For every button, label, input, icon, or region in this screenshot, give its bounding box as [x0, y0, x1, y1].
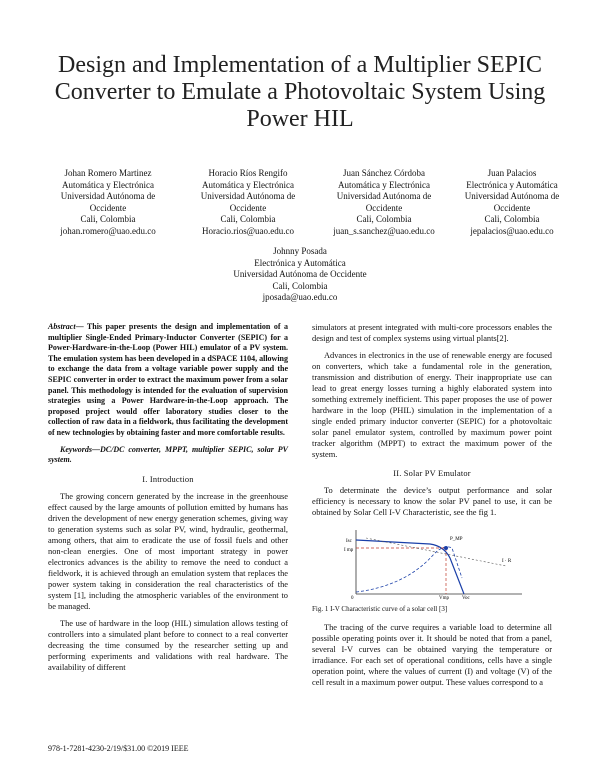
voc-label: Voc — [462, 596, 470, 600]
imp-label: I mp — [344, 548, 354, 553]
title-line-2: Converter to Emulate a Photovoltaic System Using — [54, 79, 546, 105]
paragraph: Advances in electronics in the use of renewable energy are focused on converters, which take a fundamental role in the generation, transmission and distribution of energy. Their inappropriate use can lead to great energy losses turning a highly elaborated system into something extremely inefficient. This paper proposes the use of power hardware in the loop (PHIL) simulation in the implementation of a single ended primary inductor converter (SEPIC) for a photovoltaic solar panel emulator system, controlled by maximum power point tracker algorithm (MPPT) to extract the maximum power of the system. — [312, 351, 552, 459]
author-block — [442, 168, 582, 237]
figure-caption: Fig. 1 I-V Characteristic curve of a solar cell [3] — [312, 605, 448, 613]
pmp-label: P_MP — [450, 537, 463, 542]
abstract — [48, 322, 288, 439]
author-name: Juan Palacios — [487, 168, 537, 178]
author-block — [178, 168, 318, 237]
author-university: Occidente — [229, 202, 267, 213]
author-name: Horacio Ríos Rengifo — [208, 168, 288, 178]
max-power-point — [444, 546, 448, 550]
author-email[interactable]: johan.romero@uao.edu.co — [60, 225, 156, 236]
author-university: Universidad Autónoma de — [200, 191, 296, 201]
isc-label: Isc — [346, 539, 352, 544]
paragraph: simulators at present integrated with multi-core processors enables the design and test of complex systems using virtual plants[2]. — [312, 323, 552, 343]
author-department: Electrónica y Automática — [254, 257, 346, 268]
author-email[interactable]: juan_s.sanchez@uao.edu.co — [333, 225, 435, 236]
author-name: Johan Romero Martinez — [64, 168, 152, 178]
paragraph: To determinate the device’s output performance and solar efficiency is necessary to know the solar PV panel to use, it can be obtained by Solar Cell I-V Characteristic, see the fig 1. — [312, 486, 552, 517]
vmp-label: Vmp — [439, 596, 449, 600]
author-city: Cali, Colombia — [356, 214, 412, 224]
paragraph: The use of hardware in the loop (HIL) simulation allows testing of controllers into a simulated plant before to connect to a real converter decreasing the time consumed by the researcher setting up and performing experiments and validations with real hardware. The availability of different — [48, 618, 288, 672]
paper-title — [40, 52, 560, 133]
origin-label: 0 — [351, 596, 354, 600]
author-university: Universidad Autónoma de Occidente — [233, 269, 367, 279]
paragraph: The tracing of the curve requires a variable load to determine all possible operating points over it. It should be noted that from a panel, several I-V curves can be obtained varying the temperature or irradiance. For each set of operational conditions, cells have a single operation point, where the values of current (I) and voltage (V) of the cell result in a maximum power output. These values correspond to a — [312, 623, 552, 687]
author-name: Juan Sánchez Córdoba — [343, 168, 425, 178]
author-block — [314, 168, 454, 237]
author-email[interactable]: Horacio.rios@uao.edu.co — [201, 225, 294, 236]
keywords-label: Keywords — [60, 444, 92, 454]
author-department: Automática y Electrónica — [62, 179, 154, 190]
iv-characteristic-figure — [326, 528, 526, 600]
author-email[interactable]: jepalacios@uao.edu.co — [470, 225, 554, 236]
keywords — [48, 445, 288, 466]
paragraph: The growing concern generated by the increase in the greenhouse effect caused by the large amounts of pollution emitted by humans has driven the development of new energy generation schemes, giving way to generation systems such as solar PV, wind, hydraulic, geothermal, among others, that aim to eradicate the use of fossil fuels and other non-clean energies. One of most important strategy in power electronics advances is the ability to remove the need to conduct a fieldwork, it is achieved through an emulation system that replaces the power system taking in consideration the real characteristics of the system [1], including the atmospheric variables of the environment to be managed. — [48, 491, 288, 611]
abstract-text: This paper presents the design and implementation of a multiplier Single-Ended Primary-Inductor Converter (SEPIC) for a Power-Hardware-in-the-Loop (Power HIL) emulator of a PV system. The emulation system has been developed in a dSPACE 1104, allowing to exchange the data from a voltage variable power supply and the SEPIC converter in order to extract the maximum power from a solar panel. This methodology is intended for the evaluation of supervision strategies using a Power Hardware-in-the-Loop approach. The proposed project would offer laboratory studies closer to the collection of raw data in a fieldwork, thus facilitating the development of new technologies by obtaining faster and more comfortable results. — [48, 322, 288, 437]
author-university: Occidente — [493, 202, 531, 213]
copyright-footer: 978-1-7281-4230-2/19/$31.00 ©2019 IEEE — [48, 744, 189, 753]
keywords-dash: — — [92, 444, 100, 454]
author-city: Cali, Colombia — [220, 214, 276, 224]
author-block — [38, 168, 178, 237]
section-heading-solar-pv-emulator: II. Solar PV Emulator — [393, 469, 471, 478]
right-column — [312, 322, 552, 694]
author-city: Cali, Colombia — [272, 280, 328, 291]
author-department: Automática y Electrónica — [338, 179, 430, 190]
author-university: Occidente — [89, 202, 127, 213]
author-department: Automática y Electrónica — [202, 179, 294, 190]
section-heading-introduction: I. Introduction — [142, 474, 194, 484]
author-university: Universidad Autónoma de — [464, 191, 560, 201]
abstract-label: Abstract — [48, 322, 76, 331]
author-university: Universidad Autónoma de — [336, 191, 432, 201]
author-university: Occidente — [365, 202, 403, 213]
ir-label: I · R — [502, 559, 512, 564]
title-line-3: Power HIL — [246, 106, 354, 132]
author-block — [200, 246, 400, 304]
author-name: Johnny Posada — [273, 246, 327, 256]
keywords-text: DC/DC converter, MPPT, multiplier SEPIC, solar PV system. — [48, 444, 288, 465]
author-email[interactable]: jposada@uao.edu.co — [262, 292, 338, 302]
author-city: Cali, Colombia — [80, 214, 136, 224]
author-department: Electrónica y Automática — [466, 179, 558, 190]
left-column — [48, 322, 288, 679]
author-city: Cali, Colombia — [484, 214, 540, 224]
abstract-dash: — — [75, 322, 87, 331]
author-university: Universidad Autónoma de — [60, 191, 156, 201]
title-line-1: Design and Implementation of a Multiplier SEPIC — [58, 52, 542, 78]
